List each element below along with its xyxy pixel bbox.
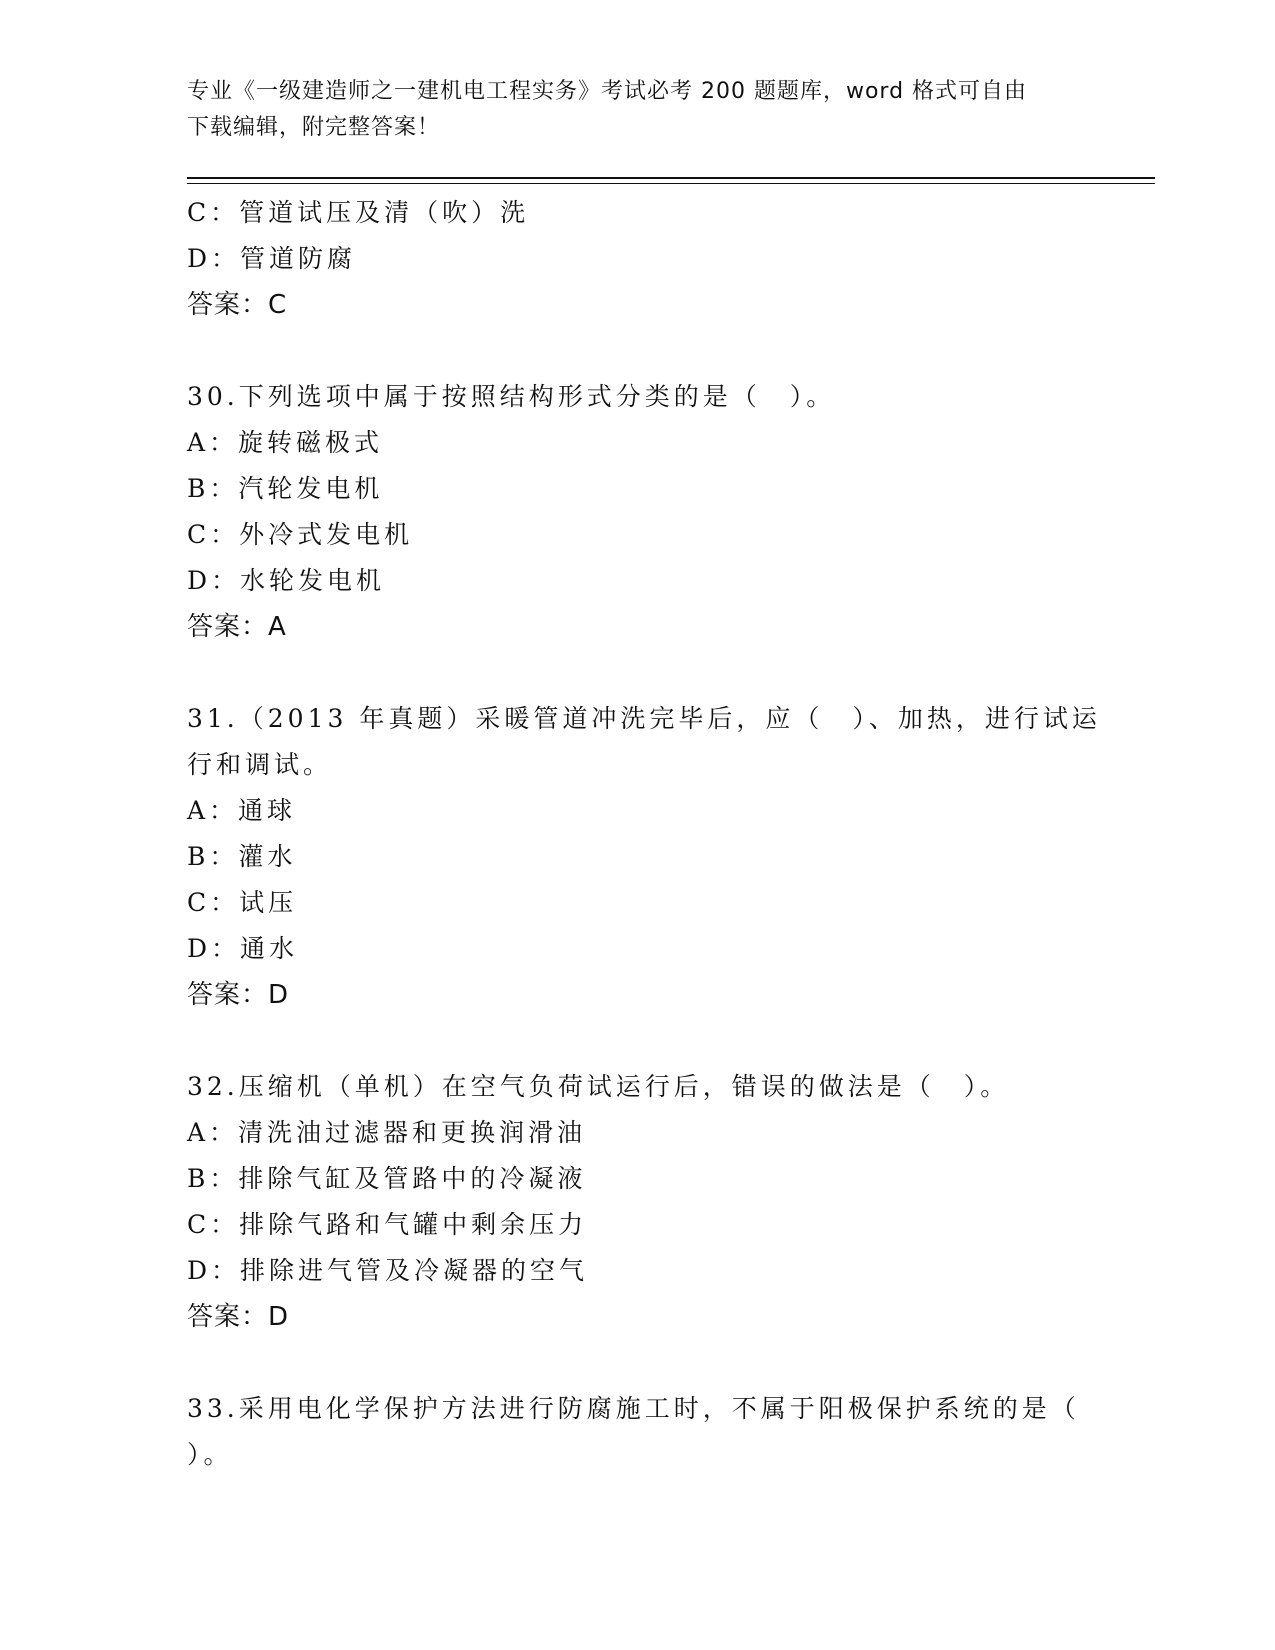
option-d: D：排除进气管及冷凝器的空气 [187, 1256, 589, 1285]
prev-question-option-c: C：管道试压及清（吹）洗 [187, 198, 530, 227]
option-c: C：外冷式发电机 [187, 520, 414, 549]
question-answer: 答案：D [187, 1302, 290, 1332]
header-rule-thick [187, 177, 1155, 179]
question-stem-line-1: 33.采用电化学保护方法进行防腐施工时，不属于阳极保护系统的是（ [187, 1394, 1080, 1423]
spacer [187, 650, 1087, 696]
option-a: A：旋转磁极式 [187, 428, 384, 457]
question-stem: 32.压缩机（单机）在空气负荷试运行后，错误的做法是（ ）。 [187, 1072, 1010, 1101]
option-c: C：排除气路和气罐中剩余压力 [187, 1210, 588, 1239]
spacer [187, 1018, 1087, 1064]
option-d: D：通水 [187, 934, 299, 963]
option-c: C：试压 [187, 888, 298, 917]
question-30 [187, 374, 1087, 650]
question-31 [187, 696, 1101, 1018]
option-b: B：汽轮发电机 [187, 474, 384, 503]
prev-question-answer: 答案：C [187, 290, 288, 320]
header-rule-thin [187, 183, 1155, 184]
question-33 [187, 1386, 1087, 1478]
page-header [187, 74, 1087, 146]
option-b: B：排除气缸及管路中的冷凝液 [187, 1164, 587, 1193]
option-a: A：清洗油过滤器和更换润滑油 [187, 1118, 587, 1147]
question-stem: 30.下列选项中属于按照结构形式分类的是（ ）。 [187, 382, 836, 411]
header-line-2: 下载编辑，附完整答案！ [187, 115, 441, 140]
question-answer: 答案：A [187, 612, 287, 642]
option-d: D：水轮发电机 [187, 566, 386, 595]
spacer [187, 1340, 1087, 1386]
document-body [187, 190, 1101, 1478]
question-stem-line-2: ）。 [187, 1440, 233, 1469]
header-line-1: 专业《一级建造师之一建机电工程实务》考试必考 200 题题库，word 格式可自由 [187, 79, 1028, 104]
option-a: A：通球 [187, 796, 297, 825]
question-32 [187, 1064, 1087, 1340]
question-stem-line-1: 31.（2013 年真题）采暖管道冲洗完毕后，应（ ）、加热，进行试运 [187, 704, 1101, 733]
question-answer: 答案：D [187, 980, 290, 1010]
spacer [187, 328, 1087, 374]
prev-question-option-d: D：管道防腐 [187, 244, 357, 273]
question-stem-line-2: 行和调试。 [187, 750, 333, 779]
option-b: B：灌水 [187, 842, 297, 871]
